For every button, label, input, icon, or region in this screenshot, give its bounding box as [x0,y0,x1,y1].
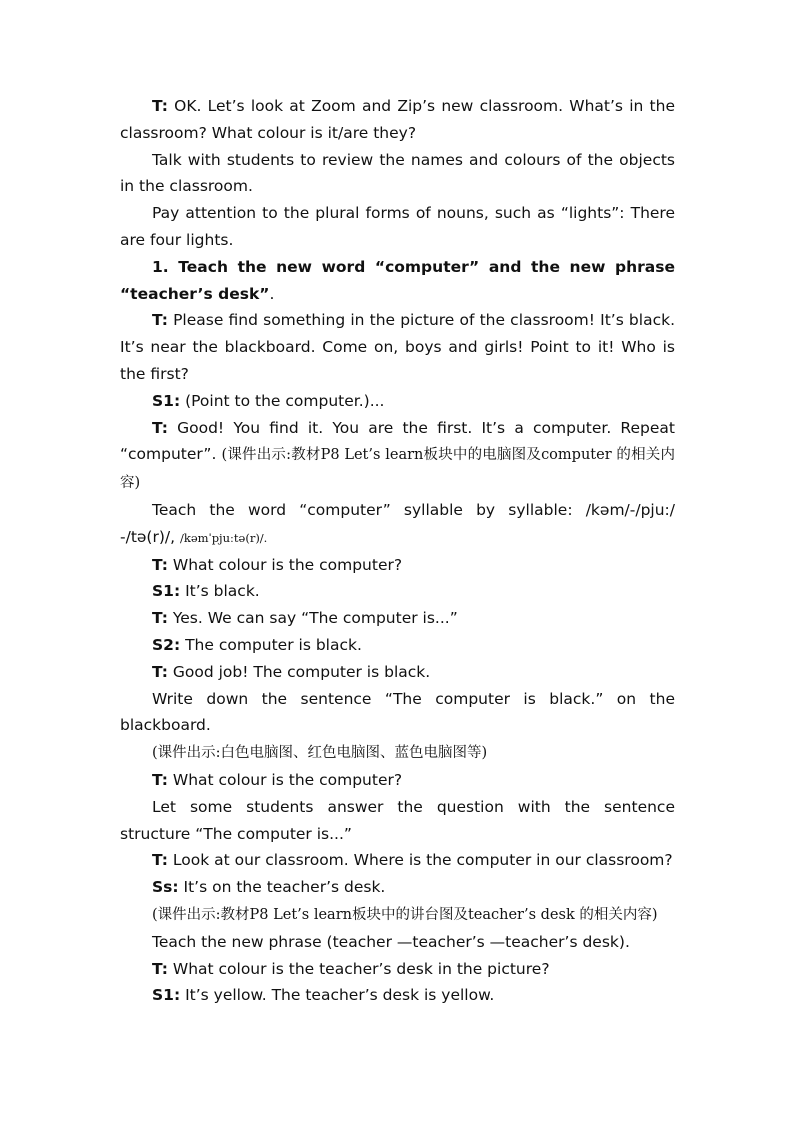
speaker-label: T: [152,959,168,978]
paragraph [120,686,675,740]
paragraph [120,552,675,579]
paragraph [120,794,675,848]
paragraph [120,93,675,147]
speaker-label: T: [152,97,168,115]
paragraph-text: Yes. We can say “The computer is...” [167,609,458,628]
paragraph-text: Write down the sentence “The computer is black.” on the blackboard. [120,689,675,735]
speaker-label: T: [152,851,168,870]
paragraph-text: Good job! The computer is black. [167,662,431,681]
courseware-note: (课件出示:白色电脑图、红色电脑图、蓝色电脑图等) [152,745,488,762]
paragraph [120,767,675,794]
speaker-label: T: [152,609,168,628]
paragraph [120,874,675,901]
paragraph [120,200,675,254]
paragraph [120,605,675,632]
paragraph [120,415,675,497]
courseware-note: (课件出示:教材P8 Let’s learn板块中的讲台图及teacher’s desk 的相关内容) [152,906,658,923]
lesson-document [120,93,675,1009]
paragraph-text: What colour is the teacher’s desk in the picture? [167,959,550,978]
paragraph-text: Teach the word “computer” syllable by syllable: /kəm/-/pju:/ -/tə(r)/, [120,500,675,546]
paragraph-text: Look at our classroom. Where is the computer in our classroom? [167,851,673,870]
paragraph-text: What colour is the computer? [167,555,403,574]
speaker-label: Ss: [152,878,179,897]
courseware-note-paragraph [120,901,675,929]
paragraph-text: Talk with students to review the names and colours of the objects in the classroom. [120,150,675,196]
paragraph-text: What colour is the computer? [167,770,403,789]
courseware-note-paragraph [120,739,675,767]
speaker-label: S1: [152,986,181,1005]
speaker-label: S2: [152,635,181,654]
paragraph-text: The computer is black. [180,635,362,654]
speaker-label: T: [152,418,168,437]
paragraph [120,578,675,605]
phonetic-transcription: /kəmˈpjuːtə(r)/. [179,530,268,545]
paragraph-text: Pay attention to the plural forms of nouns, such as “lights”: There are four lights. [120,204,675,249]
paragraph-text: Good! You find it. You are the first. It’s a computer. Repeat “computer”. [120,418,675,464]
paragraph [120,929,675,956]
speaker-label: T: [152,662,168,681]
paragraph [120,147,675,201]
speaker-label: T: [152,770,168,789]
paragraph [120,307,675,387]
paragraph [120,632,675,659]
paragraph [120,847,675,874]
section-heading [120,254,675,308]
paragraph-text: It’s on the teacher’s desk. [178,878,386,897]
heading-tail: . [269,284,275,303]
paragraph [120,497,675,552]
paragraph [120,956,675,983]
speaker-label: T: [152,555,168,574]
speaker-label: S1: [152,582,181,601]
paragraph-text: It’s black. [180,582,260,601]
paragraph-text: Let some students answer the question with the sentence structure “The computer is...” [120,797,675,843]
heading-text: 1. Teach the new word “computer” and the new phrase “teacher’s desk” [120,257,675,303]
paragraph-text: It’s yellow. The teacher’s desk is yellow. [180,986,495,1005]
paragraph-text: OK. Let’s look at Zoom and Zip’s new classroom. What’s in the classroom? What colour is it/are they? [120,97,675,142]
courseware-note: (课件出示:教材P8 Let’s learn板块中的电脑图及computer 的相关内容) [120,447,675,492]
paragraph [120,388,675,415]
paragraph [120,982,675,1009]
paragraph-text: Teach the new phrase (teacher —teacher’s —teacher’s desk). [152,932,630,951]
speaker-label: S1: [152,391,181,410]
paragraph [120,659,675,686]
paragraph-text: (Point to the computer.)... [180,391,385,410]
paragraph-text: Please find something in the picture of the classroom! It’s black. It’s near the blackboard. Come on, boys and girls! Point to it! Who is the first? [120,311,675,383]
speaker-label: T: [152,311,168,330]
